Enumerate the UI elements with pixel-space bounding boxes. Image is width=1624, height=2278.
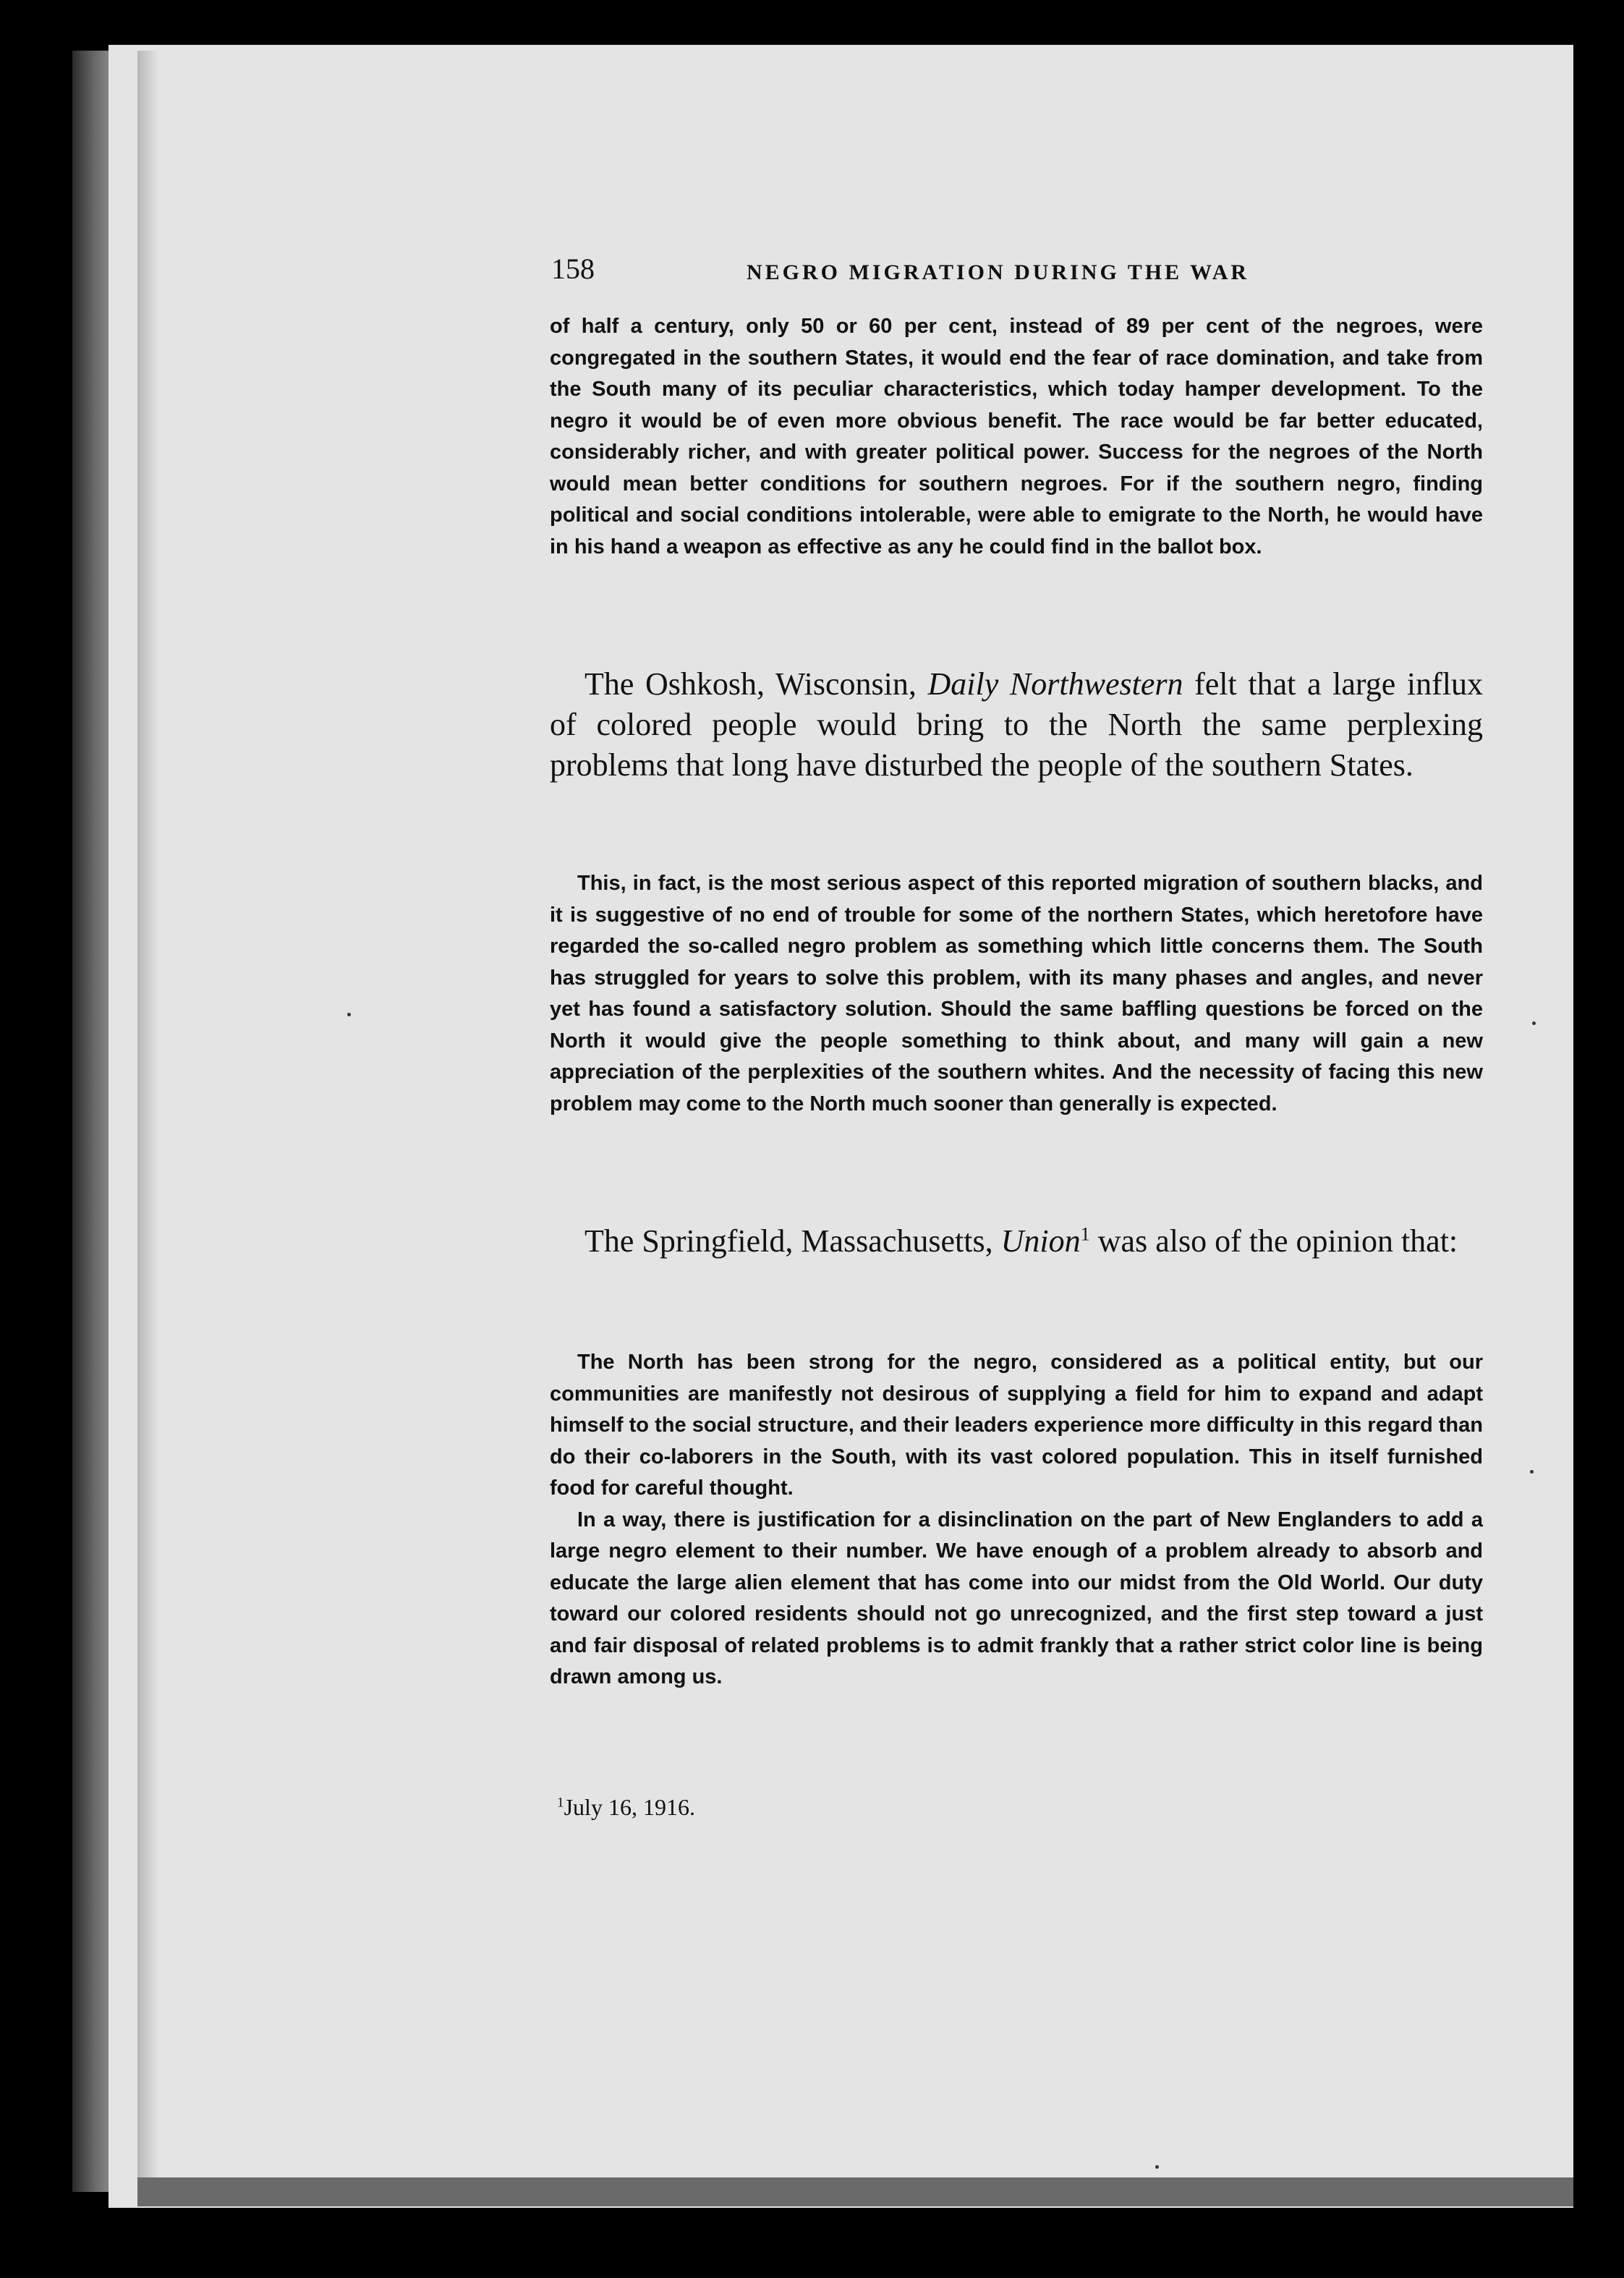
footnote-marker: 1 [1080,1223,1090,1245]
running-head-title: NEGRO MIGRATION DURING THE WAR [747,260,1250,284]
narrative-text-after: felt that a large influx of colored people would bring to the North the same perplexing problems that long have disturbed the people of the southern States. [550,666,1484,783]
quote-block-2 [550,868,1483,1120]
narrative-text [550,1221,1483,1262]
narrative-text [550,664,1483,786]
narrative-text-before: The Oshkosh, Wisconsin, [584,666,928,702]
quote-paragraph: of half a century, only 50 or 60 per cent, instead of 89 per cent of the negroes, were congregated in the southern States, it would end the fear of race domination, and take from the South many of its peculiar characteristics, which today hamper development. To the negro it would be of even more obvious benefit. The race would be far better educated, considerably richer, and with greater political power. Success for the negroes of the North would mean better conditions for southern negroes. For if the southern negro, finding political and social conditions intolerable, were able to emigrate to the North, he would have in his hand a weapon as effective as any he could find in the ballot box. [550,315,1483,558]
newspaper-title: Daily Northwestern [927,666,1183,702]
page-bottom-edge [137,2177,1573,2206]
narrative-paragraph-1 [550,664,1483,786]
quote-paragraph: The North has been strong for the negro, considered as a political entity, but our communities are manifestly not desirous of supplying a field for him to expand and adapt himself to the social structure, and their leaders experience more difficulty in this regard than do their co-laborers in the South, with its vast colored population. This in itself furnished food for careful thought. [550,1351,1483,1500]
speck [1155,2165,1159,2169]
speck [1530,1470,1534,1474]
quote-block-3 [550,1347,1483,1693]
page-number: 158 [551,252,595,285]
newspaper-title: Union [1000,1223,1081,1259]
quote-paragraph: In a way, there is justification for a disinclination on the part of New Englanders to add a large negro element to their number. We have enough of a problem already to absorb and educate the large alien element that has come into our midst from the Old World. Our duty toward our colored residents should not go unrecognized, and the first step toward a just and fair disposal of related problems is to admit frankly that a rather strict color line is being drawn among us. [550,1508,1483,1688]
footnote-text: July 16, 1916. [564,1794,695,1820]
footnote [557,1794,695,1821]
quote-paragraph: This, in fact, is the most serious aspect of this reported migration of southern blacks, and it is suggestive of no end of trouble for some of the northern States, which heretofore have regarded the so-called negro problem as something which little concerns them. The South has struggled for years to solve this problem, with its many phases and angles, and never yet has found a satisfactory solution. Should the same baffling questions be forced on the North it would give the people something to think about, and many will gain a new appreciation of the perplexities of the southern whites. And the necessity of facing this new problem may come to the North much sooner than generally is expected. [550,872,1483,1115]
speck [347,1013,351,1016]
gutter-shadow [137,51,159,2192]
speck [1532,1021,1536,1025]
footnote-marker: 1 [557,1795,564,1811]
narrative-text-before: The Springfield, Massachusetts, [584,1223,1001,1259]
quote-block-1 [550,311,1483,563]
narrative-text-after: was also of the opinion that: [1089,1223,1458,1259]
narrative-paragraph-2 [550,1221,1483,1262]
